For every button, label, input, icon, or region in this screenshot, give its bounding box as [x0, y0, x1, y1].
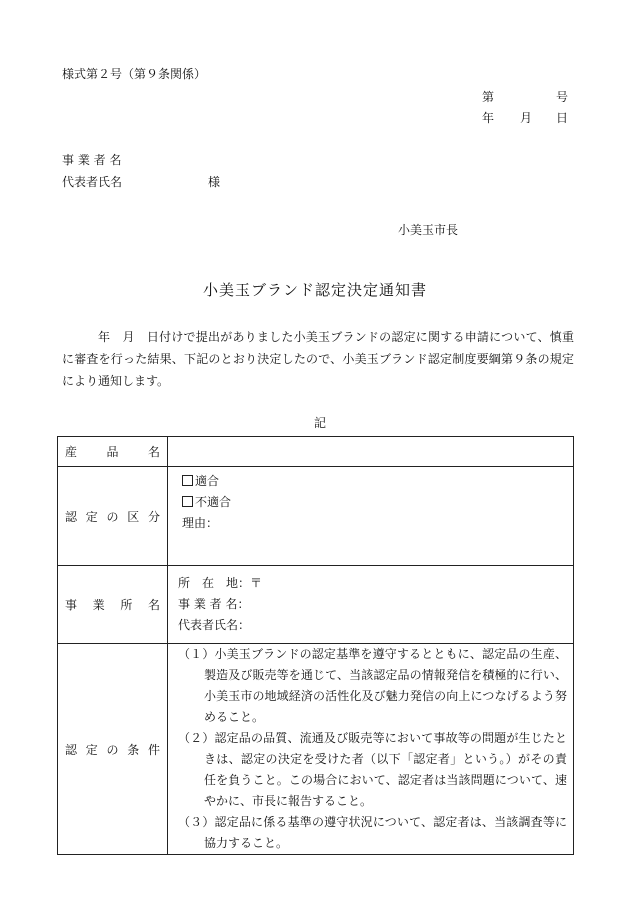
product-value: [168, 437, 574, 467]
row-product: [58, 437, 574, 467]
office-address: 所 在 地：〒: [178, 576, 263, 590]
addressee-representative: 代表者氏名: [62, 175, 123, 189]
date-day: 日: [556, 111, 569, 125]
office-business-name: 事 業 者 名：: [178, 597, 250, 611]
office-label: 事業所名: [58, 566, 168, 644]
condition-item: （３）認定品に係る基準の遵守状況について、認定者は、当該調査等に協力すること。: [178, 815, 567, 850]
option-unsuitable: [178, 492, 567, 513]
category-value: [168, 467, 574, 566]
checkbox-icon: [182, 475, 193, 486]
ki-heading: 記: [313, 416, 326, 430]
form-number: 様式第２号（第９条関係）: [62, 67, 207, 81]
issuer: 小美玉市長: [398, 223, 459, 237]
body-text: 年 月 日付けで提出がありました小美玉ブランドの認定に関する申請について、慎重に審査を行った結果、下記のとおり決定したので、小美玉ブランド認定制度要綱第９条の規定により通知します。: [62, 330, 574, 388]
document-title: 小美玉ブランド認定決定通知書: [202, 281, 427, 299]
option-suitable-label: 適合: [195, 474, 220, 488]
category-label: 認定の区分: [58, 467, 168, 566]
condition-item: （１）小美玉ブランドの認定基準を遵守するとともに、認定品の生産、製造及び販売等を通じて、当該認定品の情報発信を積極的に行い、小美玉市の地域経済の活性化及び魅力発信の向上につなげるよう努めること。: [178, 647, 567, 724]
option-unsuitable-label: 不適合: [195, 495, 232, 509]
reason-label: 理由：: [182, 516, 219, 530]
doc-number-go: 号: [556, 90, 569, 104]
record-table: [57, 436, 574, 855]
date-year: 年: [482, 111, 495, 125]
conditions-label: 認定の条件: [58, 644, 168, 855]
product-label: 産 品 名: [58, 437, 168, 467]
date-month: 月: [520, 111, 533, 125]
row-conditions: [58, 644, 574, 855]
addressee-business-name: 事 業 者 名: [62, 153, 122, 167]
row-category: [58, 467, 574, 566]
checkbox-icon: [182, 496, 193, 507]
condition-item: （２）認定品の品質、流通及び販売等において事故等の問題が生じたときは、認定の決定を受けた者（以下「認定者」という。）がその責任を負うこと。この場合において、認定者は当該問題について、速やかに、市長に報告すること。: [178, 731, 567, 808]
addressee-sama: 様: [208, 175, 221, 189]
doc-number-dai: 第: [482, 90, 495, 104]
option-suitable: [178, 471, 567, 492]
office-value: [168, 566, 574, 644]
office-representative: 代表者氏名：: [178, 618, 251, 632]
row-office: [58, 566, 574, 644]
conditions-value: [168, 644, 574, 855]
